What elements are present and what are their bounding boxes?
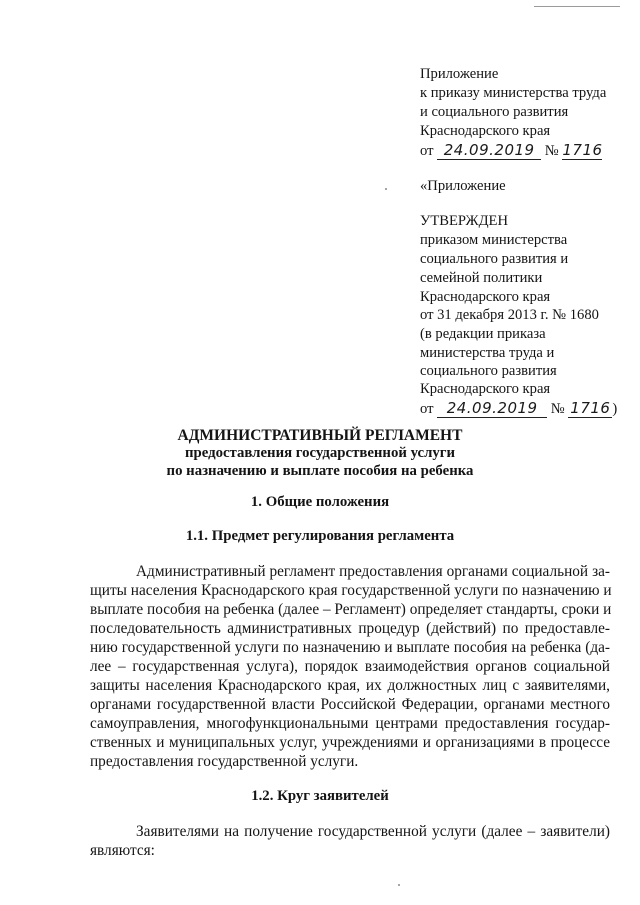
- header-line: Краснодарского края: [420, 123, 551, 139]
- paragraph-line: являются:: [90, 842, 155, 859]
- scan-speck: [385, 188, 387, 190]
- handwritten-number: 1716: [570, 399, 611, 417]
- paragraph-line: нию государственной услуги по назначению и выплате пособия на ребенка (да-: [90, 639, 610, 656]
- section-heading: 1. Общие положения: [250, 494, 390, 510]
- approval-line: Краснодарского края: [420, 381, 551, 397]
- paragraph-line: защиты населения Краснодарского края, их должностных лиц с заявителями,: [90, 677, 610, 694]
- document-subtitle: по назначению и выплате пособия на ребенка: [166, 463, 474, 479]
- approval-line: семейной политики: [420, 270, 543, 286]
- number-sign: №: [550, 401, 565, 417]
- header-date-line: [420, 142, 602, 160]
- subsection-heading: 1.2. Круг заявителей: [251, 788, 389, 804]
- approval-line: министерства труда и: [420, 345, 555, 361]
- handwritten-date: 24.09.2019: [437, 142, 541, 160]
- approval-line: социального развития: [420, 363, 557, 379]
- approved-stamp-word: УТВЕРЖДЕН: [420, 213, 508, 229]
- approval-line: Краснодарского края: [420, 289, 551, 305]
- paragraph-line: Заявителями на получение государственной услуги (далее – заявители): [136, 823, 610, 840]
- paragraph-line: лее – государственная услуга), порядок взаимодействия органов социальной: [90, 658, 610, 675]
- close-paren: ): [612, 401, 618, 417]
- ot-prefix: от: [420, 143, 434, 159]
- paragraph-line: предоставления государственной услуги.: [90, 753, 359, 770]
- approval-quote: «Приложение: [420, 178, 506, 194]
- approval-line: от 31 декабря 2013 г. № 1680: [420, 307, 599, 323]
- approval-line: социального развития и: [420, 251, 569, 267]
- header-line: к приказу министерства труда: [420, 85, 607, 101]
- header-line: и социального развития: [420, 104, 569, 120]
- header-line: Приложение: [420, 66, 499, 82]
- approval-date-line: [420, 400, 617, 418]
- approval-line: приказом министерства: [420, 232, 568, 248]
- paragraph-line: самоуправления, многофункциональными центрами предоставления государ-: [90, 715, 610, 732]
- paragraph-line: Административный регламент предоставления органами социальной за-: [136, 563, 610, 580]
- scan-speck: [398, 884, 400, 886]
- handwritten-date: 24.09.2019: [437, 400, 547, 418]
- document-subtitle: предоставления государственной услуги: [184, 445, 456, 461]
- paragraph-line: ственных и муниципальных услуг, учреждениями и организациями в процессе: [90, 734, 610, 751]
- paragraph-line: последовательность административных процедур (действий) по предоставле-: [90, 620, 610, 637]
- number-sign: №: [544, 143, 559, 159]
- approval-line: (в редакции приказа: [420, 326, 546, 342]
- scan-artifact-line: [534, 6, 620, 7]
- document-title: АДМИНИСТРАТИВНЫЙ РЕГЛАМЕНТ: [177, 427, 463, 444]
- subsection-heading: 1.1. Предмет регулирования регламента: [185, 528, 455, 544]
- ot-prefix: от: [420, 401, 434, 417]
- paragraph-line: щиты населения Краснодарского края государственной услуги по назначению и: [90, 582, 612, 599]
- handwritten-number: 1716: [562, 141, 603, 159]
- paragraph-line: органами государственной власти Российской Федерации, органами местного: [90, 696, 610, 713]
- paragraph-line: выплате пособия на ребенка (далее – Регламент) определяет стандарты, сроки и: [90, 601, 612, 618]
